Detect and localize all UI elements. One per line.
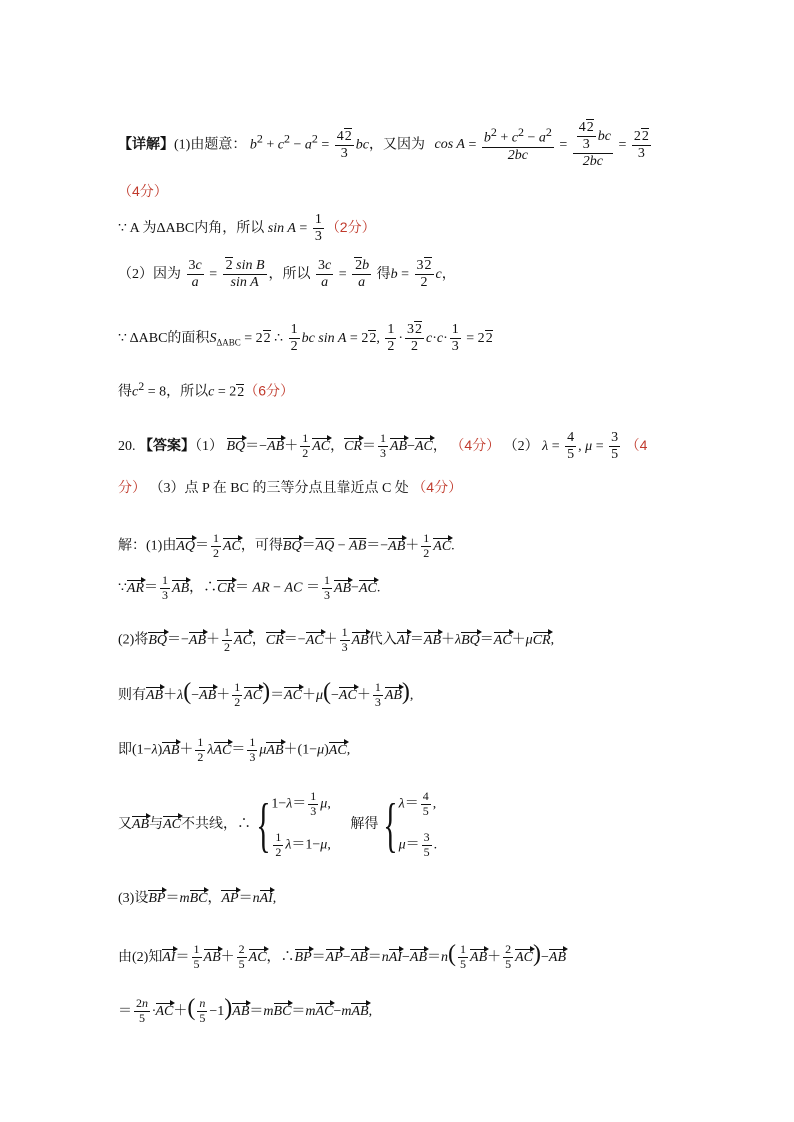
text: ， xyxy=(441,266,456,282)
line-3: ∵ A 为ΔABC内角，所以 sin A = $\frac{1}{3}$ （2分） xyxy=(118,212,376,245)
text: 解：(1)由 xyxy=(118,538,177,554)
line-17: ＝ $\frac{2n}{5}$ ·AC＋( $\frac{n}{5}$ −1)AB＝mBC＝mAC−mAB, xyxy=(118,995,373,1026)
text: ∵ ΔABC的面积 xyxy=(118,330,210,346)
text: ，所以 xyxy=(166,384,209,400)
text: （3）点 P 在 BC 的三等分点且靠近点 C 处 xyxy=(149,481,409,496)
text: 代入 xyxy=(368,632,397,648)
text: 则有 xyxy=(118,688,146,703)
text: 与 xyxy=(149,817,164,833)
text: ，又因为 xyxy=(368,137,425,153)
score: （4分） xyxy=(450,436,501,453)
score: （2分） xyxy=(325,218,376,235)
text: ∵ xyxy=(118,580,127,596)
text: ，∴ xyxy=(266,950,295,965)
question-number: 20. xyxy=(118,438,136,454)
line-11: (2)将BQ＝−AB＋ $\frac{1}{2}$ AC，CR＝−AC＋ $\frac{1}{3}$ AB代入AI＝AB＋λBQ＝AC＋μCR, xyxy=(118,625,555,654)
line-8 xyxy=(118,480,462,496)
text: （2）因为 xyxy=(118,266,181,282)
line-12: 则有AB＋λ(−AB＋ $\frac{1}{2}$ AC)＝AC＋μ(−AC＋ $\frac{1}{3}$ AB), xyxy=(118,679,414,710)
text: 又 xyxy=(118,817,132,833)
line-15: (3)设BP＝mBC，AP＝nAI, xyxy=(118,891,277,906)
line-1: 【详解】(1)由题意： $b^2 + c^2 - a^2$ = $\frac{42}{3}$ bc，又因为 cos A = $\frac{b^2 + c^2 - a^2}{2bc}$ = $\frac{42}{3}$ bc 2bc = $\frac{22}{3}$ xyxy=(118,120,649,170)
text: (3)设 xyxy=(118,891,149,906)
line-13: 即(1−λ)AB＋ $\frac{1}{2}$ λAC＝ $\frac{1}{3}$ μAB＋(1−μ)AC, xyxy=(118,735,351,764)
fraction: $\frac{42}{3}$ xyxy=(336,128,352,161)
text: (1)由题意： xyxy=(174,137,247,153)
text: ∵ A 为ΔABC内角，所以 xyxy=(118,220,265,236)
detail-label: 【详解】 xyxy=(118,137,174,153)
text: 由(2)知 xyxy=(118,950,163,965)
text: ，∴ xyxy=(189,580,218,596)
text: ，可得 xyxy=(240,538,283,554)
solution-system: { λ＝ $\frac{4}{5}$ , μ＝ $\frac{3}{5}$ . xyxy=(383,789,438,860)
text: ，所以 xyxy=(268,266,311,282)
text: 即 xyxy=(118,742,132,758)
line-9: 解：(1)由AQ＝ $\frac{1}{2}$ AC，可得$BQ=\overline{AQ} - \overline{AB}=-AB+$ $\frac{1}{2}$ AC. xyxy=(118,531,455,560)
line-16: 由(2)知AI＝ $\frac{1}{5}$ AB＋ $\frac{2}{5}$ AC，∴BP＝AP−AB＝nAI−AB＝n( $\frac{1}{5}$ AB＋ $\frac{2}{5}$ AC)−AB xyxy=(118,941,567,972)
score: （6分） xyxy=(244,382,295,399)
answer-label: 【答案】 xyxy=(139,438,195,454)
line-5: ∵ ΔABC的面积$S_{\Delta ABC} = 22$ ∴ $\frac{1}{2}$ bc sin A = 22, $\frac{1}{2}$ · $\frac{32}{2}$ c·c· $\frac{1}{3}$ = 22 xyxy=(118,322,493,355)
text: (2)将 xyxy=(118,632,149,648)
text: 得 xyxy=(376,266,391,282)
text: （2） xyxy=(503,438,539,454)
equation-system: { 1−λ＝ $\frac{1}{3}$ μ, $\frac{1}{2}$ λ＝1−μ, xyxy=(255,789,331,860)
score: 分） xyxy=(118,479,146,495)
text: ∴ xyxy=(274,330,284,346)
text: 不共线，∴ xyxy=(181,817,251,833)
text: 得 xyxy=(118,384,132,400)
line-6: 得$c^2 = 8$，所以c = 22（6分） xyxy=(118,379,295,400)
line-10: ∵AR＝ $\frac{1}{3}$ AB，∴CR＝ AR − AC ＝ $\frac{1}{3}$ AB−AC. xyxy=(118,573,381,602)
line-7: 20. 【答案】（1） BQ＝−AB＋ $\frac{1}{2}$ AC，CR＝ $\frac{1}{3}$ AB−AC， （4分） （2） λ = $\frac{4}{5}$ , μ = $\frac{3}{5}$ （4 xyxy=(118,430,648,463)
line-4: （2）因为 $\frac{3c}{a}$ = $\frac{\text{2 sin B}}{\text{sin A}}$ ，所以 $\frac{3c}{a}$ = $\frac{2b}{a}$ 得b = $\frac{32}{2}$ c， xyxy=(118,258,456,291)
score: （4 xyxy=(625,436,648,453)
line-14: 又AB与AC不共线，∴ { 1−λ＝ $\frac{1}{3}$ μ, $\frac{1}{2}$ λ＝1−μ, 解得 { λ＝ $\frac{4}{5}$ , μ＝ $\frac{3}{5}$ . xyxy=(118,789,438,860)
score: （4分） xyxy=(412,479,463,495)
line-2-score: （4分） xyxy=(118,183,168,199)
text: 解得 xyxy=(350,817,379,833)
text: （1） xyxy=(195,438,223,454)
